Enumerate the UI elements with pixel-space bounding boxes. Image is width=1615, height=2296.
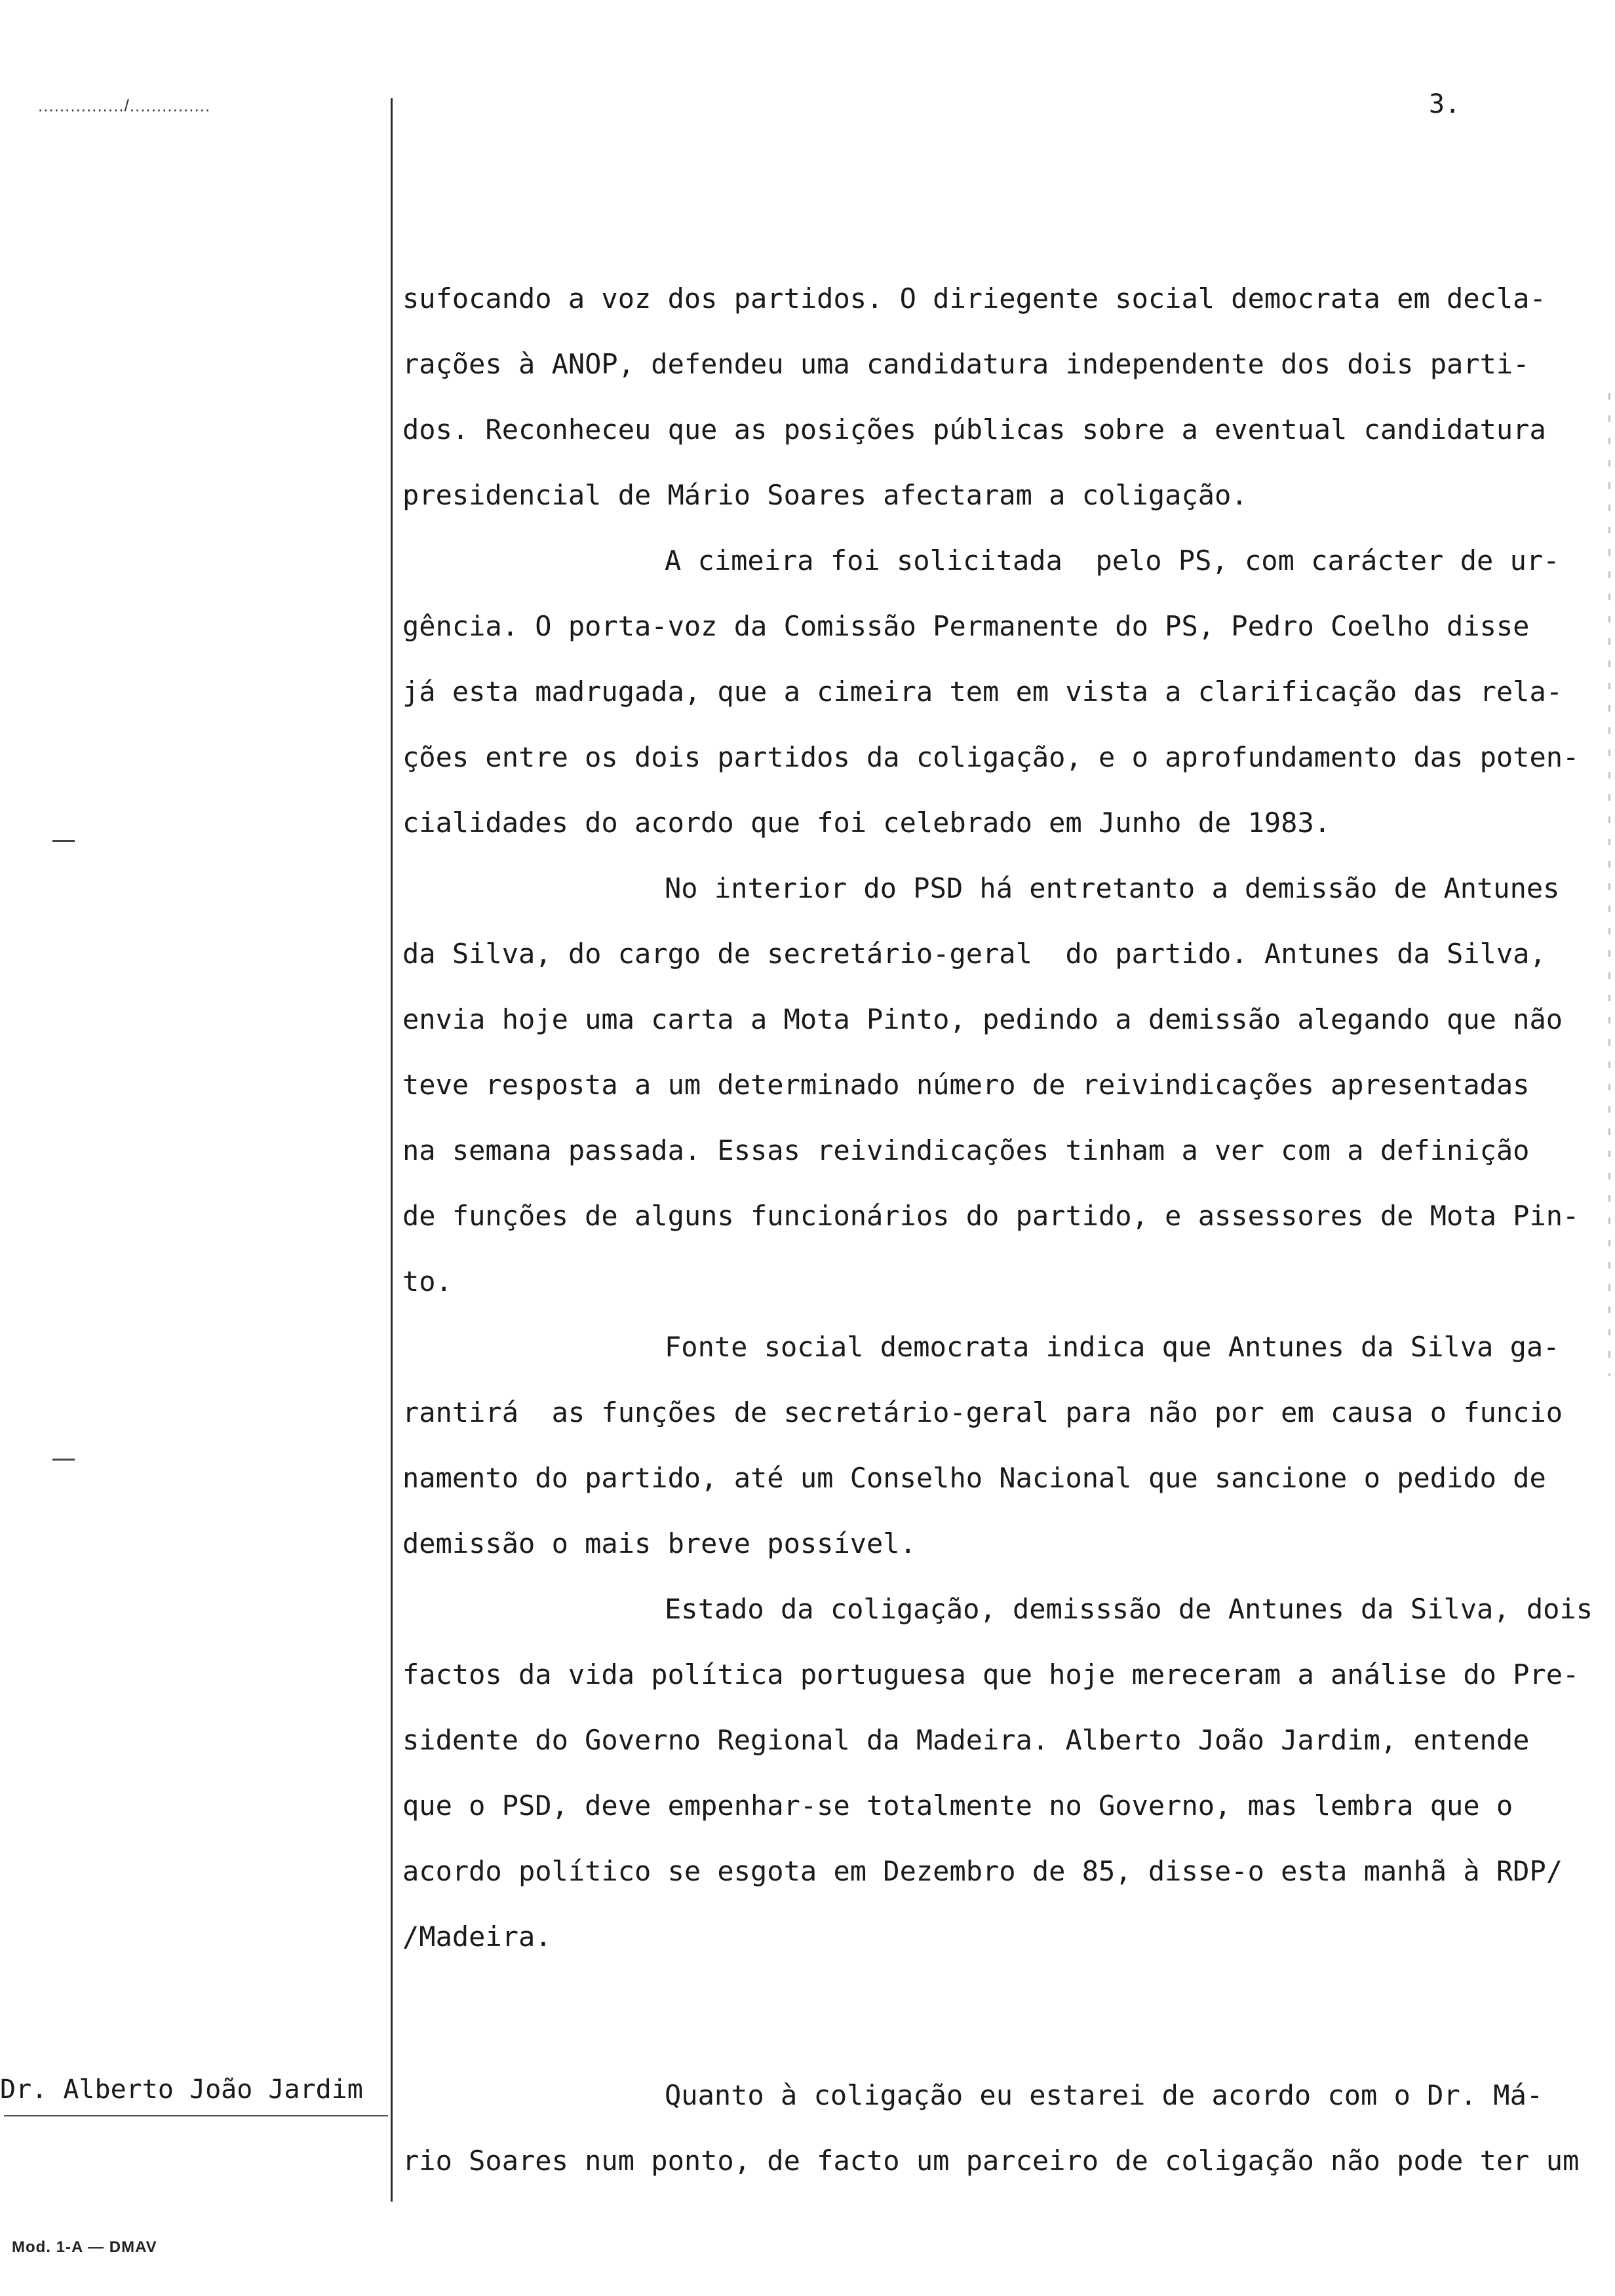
text-line: acordo político se esgota em Dezembro de 85, disse-o esta manhã à RDP/ xyxy=(402,1855,1563,1887)
text-line: rantirá as funções de secretário-geral para não por em causa o funcio xyxy=(402,1396,1563,1428)
speaker-underline xyxy=(4,2115,388,2116)
text-line: que o PSD, deve empenhar-se totalmente no Governo, mas lembra que o xyxy=(402,1789,1513,1822)
text-line: rio Soares num ponto, de facto um parceiro de coligação não pode ter um xyxy=(402,2145,1580,2177)
scan-edge-marks xyxy=(1608,393,1610,1376)
text-line: na semana passada. Essas reivindicações tinham a ver com a definição xyxy=(402,1134,1530,1166)
text-line: rações à ANOP, defendeu uma candidatura independente dos dois parti- xyxy=(402,348,1530,380)
text-line: gência. O porta-voz da Comissão Permanente do PS, Pedro Coelho disse xyxy=(402,610,1530,642)
text-line: ções entre os dois partidos da coligação, e o aprofundamento das poten- xyxy=(402,741,1580,773)
text-line: teve resposta a um determinado número de reivindicações apresentadas xyxy=(402,1069,1530,1101)
text-line: No interior do PSD há entretanto a demissão de Antunes xyxy=(665,872,1560,904)
text-line: sidente do Governo Regional da Madeira. Alberto João Jardim, entende xyxy=(402,1724,1530,1756)
speaker-label: Dr. Alberto João Jardim xyxy=(0,2075,363,2105)
text-line: to. xyxy=(402,1265,452,1297)
text-line: já esta madrugada, que a cimeira tem em vista a clarificação das rela- xyxy=(402,676,1563,708)
text-line: Fonte social democrata indica que Antunes da Silva ga- xyxy=(665,1331,1560,1363)
text-line: envia hoje uma carta a Mota Pinto, pedindo a demissão alegando que não xyxy=(402,1003,1563,1035)
form-code: Mod. 1-A — DMAV xyxy=(12,2238,157,2256)
text-line: /Madeira. xyxy=(402,1921,552,1953)
text-line: dos. Reconheceu que as posições públicas sobre a eventual candidatura xyxy=(402,413,1546,446)
margin-tick xyxy=(52,840,75,842)
margin-tick xyxy=(52,1459,75,1461)
text-line: Quanto à coligação eu estarei de acordo com o Dr. Má- xyxy=(665,2079,1544,2111)
text-line: sufocando a voz dos partidos. O diriegente social democrata em decla- xyxy=(402,282,1546,315)
text-line: A cimeira foi solicitada pelo PS, com carácter de ur- xyxy=(665,545,1560,577)
margin-rule xyxy=(391,98,393,2202)
page-number: 3. xyxy=(1429,89,1461,119)
text-line: da Silva, do cargo de secretário-geral do partido. Antunes da Silva, xyxy=(402,938,1546,970)
form-number-line: ................/............... xyxy=(38,96,211,111)
text-line: presidencial de Mário Soares afectaram a coligação. xyxy=(402,479,1248,511)
text-line: demissão o mais breve possível. xyxy=(402,1527,916,1559)
text-line: namento do partido, até um Conselho Nacional que sancione o pedido de xyxy=(402,1462,1546,1494)
text-line: Estado da coligação, demisssão de Antunes da Silva, dois xyxy=(665,1593,1593,1625)
text-line: factos da vida política portuguesa que hoje mereceram a análise do Pre- xyxy=(402,1658,1580,1691)
text-line: cialidades do acordo que foi celebrado em Junho de 1983. xyxy=(402,807,1331,839)
text-line: de funções de alguns funcionários do partido, e assessores de Mota Pin- xyxy=(402,1200,1580,1232)
